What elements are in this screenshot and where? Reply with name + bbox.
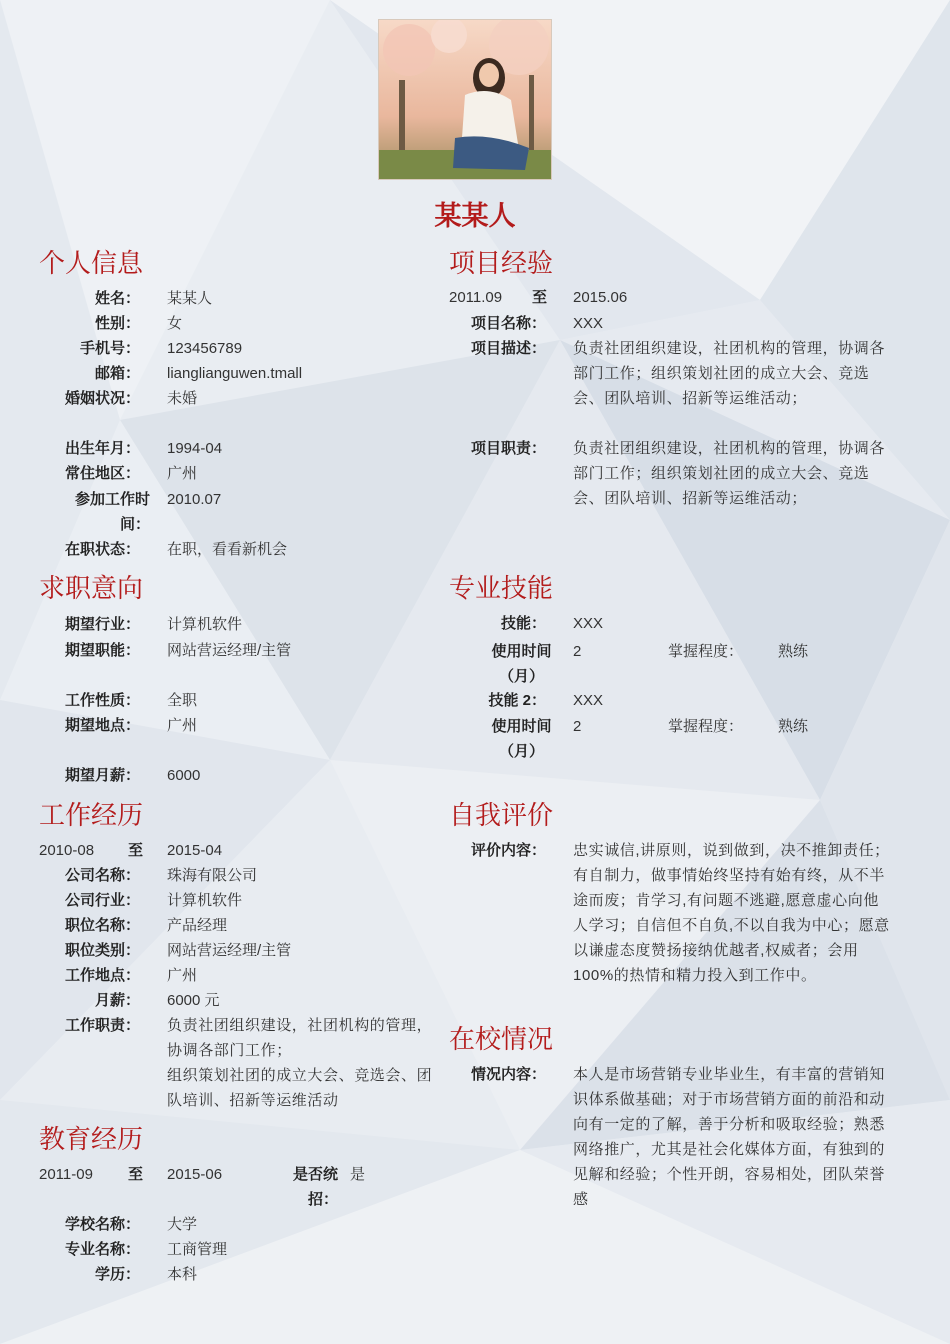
work-start-date: 2010-08 bbox=[39, 842, 95, 859]
edu-to: 至 bbox=[128, 1166, 144, 1183]
level2-value: 熟练 bbox=[778, 718, 809, 735]
email-label: 邮箱： bbox=[94, 365, 140, 382]
work-end-date: 2015-04 bbox=[167, 842, 223, 859]
job-title-label: 职位名称： bbox=[64, 917, 140, 934]
gender-label: 性别： bbox=[94, 315, 140, 332]
intent-industry-value: 计算机软件 bbox=[167, 616, 243, 633]
intent-place-value: 广州 bbox=[167, 717, 198, 734]
project-role-value: 负责社团组织建设，社团机构的管理，协调各部门工作；组织策划社团的成立大会、竞选会、团队培训、招新等运维活动； bbox=[573, 440, 886, 507]
phone-value: 123456789 bbox=[167, 340, 243, 357]
intent-position-value: 网站营运经理/主管 bbox=[167, 642, 292, 659]
job-category-label: 职位类别： bbox=[64, 942, 140, 959]
gender-value: 女 bbox=[167, 315, 183, 332]
campus-value: 本人是市场营销专业毕业生，有丰富的营销知识体系做基础；对于市场营销方面的前沿和动向有一定的了解，善于分析和吸取经验；熟悉网络推广，尤其是社会化媒体方面，有独到的见解和经验；个性开朗，容易相处，团队荣誉感 bbox=[573, 1066, 886, 1208]
skill1-label: 技能： bbox=[500, 615, 546, 632]
skill2-value: XXX bbox=[573, 692, 604, 709]
status-label: 在职状态： bbox=[64, 541, 140, 558]
time2-label: 使用时间（月） bbox=[491, 718, 552, 760]
self-eval-label: 评价内容： bbox=[470, 842, 546, 859]
phone-label: 手机号： bbox=[79, 340, 140, 357]
section-title-campus: 在校情况 bbox=[449, 1024, 554, 1054]
job-title-value: 产品经理 bbox=[167, 917, 228, 934]
self-eval-value: 忠实诚信,讲原则，说到做到，决不推卸责任；有自制力，做事情始终坚持有始有终，从不半途而废；肯学习,有问题不逃避,愿意虚心向他人学习；自信但不自负,不以自我为中心；愿意以谦虚态度赞扬接纳优越者,权威者；会用 100%的热情和精力投入到工作中。 bbox=[573, 842, 890, 984]
marital-label: 婚姻状况： bbox=[64, 390, 140, 407]
job-category-value: 网站营运经理/主管 bbox=[167, 942, 292, 959]
work-to: 至 bbox=[128, 842, 144, 859]
email-value: lianglianguwen.tmall bbox=[167, 365, 303, 382]
project-start-date: 2011.09 bbox=[449, 289, 503, 306]
degree-value: 本科 bbox=[167, 1266, 198, 1283]
company-industry-value: 计算机软件 bbox=[167, 892, 243, 909]
degree-label: 学历： bbox=[94, 1266, 140, 1283]
company-label: 公司名称： bbox=[64, 867, 140, 884]
school-value: 大学 bbox=[167, 1216, 198, 1233]
major-value: 工商管理 bbox=[167, 1241, 228, 1258]
status-value: 在职，看看新机会 bbox=[167, 541, 288, 558]
location-label: 常住地区： bbox=[64, 465, 140, 482]
intent-salary-value: 6000 bbox=[167, 767, 201, 784]
section-title-skills: 专业技能 bbox=[449, 573, 554, 603]
level1-value: 熟练 bbox=[778, 643, 809, 660]
intent-salary-label: 期望月薪： bbox=[64, 767, 140, 784]
time2-value: 2 bbox=[573, 718, 582, 735]
workstart-value: 2010.07 bbox=[167, 491, 222, 508]
unified-label: 是否统招： bbox=[292, 1166, 338, 1208]
company-industry-label: 公司行业： bbox=[64, 892, 140, 909]
project-end-date: 2015.06 bbox=[573, 289, 628, 306]
level2-label: 掌握程度： bbox=[668, 718, 744, 735]
project-role-label: 项目职责： bbox=[470, 440, 546, 457]
edu-start-date: 2011-09 bbox=[39, 1166, 93, 1183]
section-title-work: 工作经历 bbox=[39, 800, 144, 830]
birth-label: 出生年月： bbox=[64, 440, 140, 457]
work-place-value: 广州 bbox=[167, 967, 198, 984]
time1-label: 使用时间（月） bbox=[491, 643, 552, 685]
intent-nature-label: 工作性质： bbox=[64, 692, 140, 709]
company-value: 珠海有限公司 bbox=[167, 867, 258, 884]
candidate-name: 某某人 bbox=[434, 201, 516, 231]
intent-nature-value: 全职 bbox=[167, 692, 198, 709]
duty-text-1: 负责社团组织建设，社团机构的管理，协调各部门工作； bbox=[167, 1017, 433, 1059]
project-to: 至 bbox=[532, 289, 548, 306]
level1-label: 掌握程度： bbox=[668, 643, 744, 660]
name-label: 姓名： bbox=[94, 290, 140, 307]
school-label: 学校名称： bbox=[64, 1216, 140, 1233]
location-value: 广州 bbox=[167, 465, 198, 482]
duty-text-2: 组织策划社团的成立大会、竞选会、团队培训、招新等运维活动 bbox=[167, 1067, 433, 1109]
section-title-intent: 求职意向 bbox=[39, 573, 144, 603]
section-title-self-eval: 自我评价 bbox=[449, 800, 554, 830]
project-name-label: 项目名称： bbox=[470, 315, 546, 332]
skill1-value: XXX bbox=[573, 615, 604, 632]
time1-value: 2 bbox=[573, 643, 582, 660]
skill2-label: 技能 2： bbox=[488, 692, 546, 709]
project-name-value: XXX bbox=[573, 315, 604, 332]
edu-end-date: 2015-06 bbox=[167, 1166, 223, 1183]
name-value: 某某人 bbox=[167, 290, 213, 307]
marital-value: 未婚 bbox=[167, 390, 198, 407]
profile-photo bbox=[378, 19, 552, 180]
project-desc-label: 项目描述： bbox=[470, 340, 546, 357]
intent-position-label: 期望职能： bbox=[64, 642, 140, 659]
unified-value: 是 bbox=[350, 1166, 366, 1183]
section-title-education: 教育经历 bbox=[39, 1124, 144, 1154]
work-place-label: 工作地点： bbox=[64, 967, 140, 984]
project-desc-value: 负责社团组织建设，社团机构的管理，协调各部门工作；组织策划社团的成立大会、竞选会、团队培训、招新等运维活动； bbox=[573, 340, 886, 407]
salary-value: 6000 元 bbox=[167, 992, 220, 1009]
section-title-personal: 个人信息 bbox=[39, 248, 144, 278]
workstart-label: 参加工作时间： bbox=[74, 491, 150, 533]
intent-industry-label: 期望行业： bbox=[64, 616, 140, 633]
campus-label: 情况内容： bbox=[470, 1066, 546, 1083]
major-label: 专业名称： bbox=[64, 1241, 140, 1258]
intent-place-label: 期望地点： bbox=[64, 717, 140, 734]
salary-label: 月薪： bbox=[94, 992, 140, 1009]
section-title-project: 项目经验 bbox=[449, 248, 554, 278]
duty-label: 工作职责： bbox=[64, 1017, 140, 1034]
birth-value: 1994-04 bbox=[167, 440, 223, 457]
